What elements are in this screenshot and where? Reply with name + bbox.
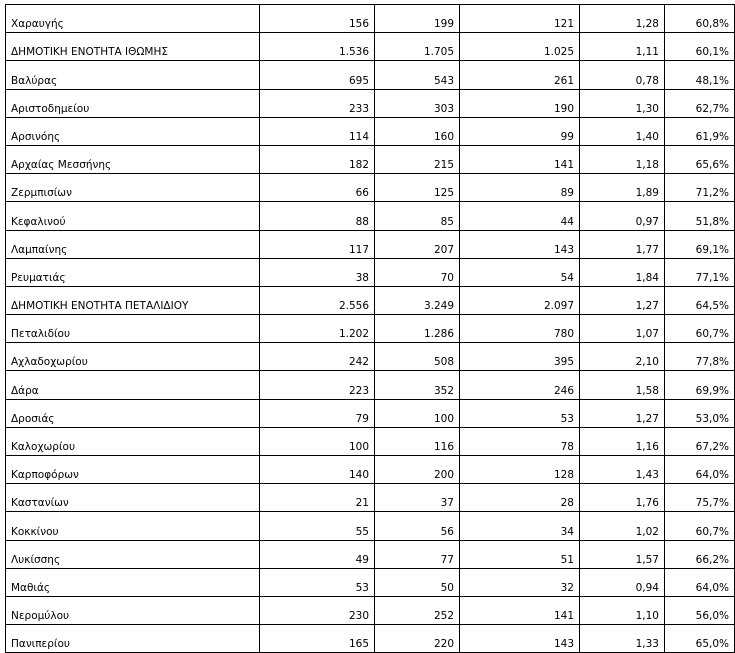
value-cell-c2: 1.705	[375, 33, 460, 61]
value-cell-c1: 79	[260, 399, 375, 427]
row-label-cell: Καστανίων	[6, 484, 260, 512]
value-cell-c4: 1,10	[580, 596, 665, 624]
value-cell-c2: 85	[375, 202, 460, 230]
value-cell-c2: 352	[375, 371, 460, 399]
value-cell-c2: 252	[375, 596, 460, 624]
value-cell-c3: 141	[460, 145, 580, 173]
value-cell-c1: 1.202	[260, 315, 375, 343]
value-cell-c4: 1,18	[580, 145, 665, 173]
row-label-cell: Ρευματιάς	[6, 258, 260, 286]
value-cell-c1: 114	[260, 117, 375, 145]
value-cell-c1: 156	[260, 5, 375, 33]
row-label-cell: Αριστοδημείου	[6, 89, 260, 117]
table-row	[6, 174, 735, 202]
value-cell-c3: 28	[460, 484, 580, 512]
value-cell-c5: 51,8%	[665, 202, 735, 230]
value-cell-c2: 1.286	[375, 315, 460, 343]
value-cell-c1: 88	[260, 202, 375, 230]
value-cell-c5: 56,0%	[665, 596, 735, 624]
value-cell-c1: 140	[260, 456, 375, 484]
row-label-cell: ΔΗΜΟΤΙΚΗ ΕΝΟΤΗΤΑ ΙΘΩΜΗΣ	[6, 33, 260, 61]
value-cell-c4: 1,89	[580, 174, 665, 202]
value-cell-c5: 65,6%	[665, 145, 735, 173]
value-cell-c2: 100	[375, 399, 460, 427]
value-cell-c4: 1,43	[580, 456, 665, 484]
value-cell-c4: 0,97	[580, 202, 665, 230]
row-label-cell: Κοκκίνου	[6, 512, 260, 540]
value-cell-c2: 215	[375, 145, 460, 173]
table-row	[6, 315, 735, 343]
value-cell-c3: 121	[460, 5, 580, 33]
table-row	[6, 427, 735, 455]
table-row	[6, 5, 735, 33]
value-cell-c5: 65,0%	[665, 625, 735, 653]
table-row	[6, 625, 735, 653]
value-cell-c2: 207	[375, 230, 460, 258]
value-cell-c2: 56	[375, 512, 460, 540]
value-cell-c5: 75,7%	[665, 484, 735, 512]
value-cell-c4: 2,10	[580, 343, 665, 371]
value-cell-c4: 1,27	[580, 399, 665, 427]
value-cell-c4: 1,11	[580, 33, 665, 61]
table-row	[6, 258, 735, 286]
table-row	[6, 230, 735, 258]
row-label-cell: Μαθιάς	[6, 568, 260, 596]
row-label-cell: Κεφαλινού	[6, 202, 260, 230]
value-cell-c3: 246	[460, 371, 580, 399]
value-cell-c1: 242	[260, 343, 375, 371]
table-row	[6, 286, 735, 314]
value-cell-c2: 508	[375, 343, 460, 371]
row-label-cell: Ζερμπισίων	[6, 174, 260, 202]
value-cell-c3: 99	[460, 117, 580, 145]
value-cell-c2: 160	[375, 117, 460, 145]
value-cell-c2: 125	[375, 174, 460, 202]
table-row	[6, 371, 735, 399]
value-cell-c4: 0,94	[580, 568, 665, 596]
value-cell-c3: 51	[460, 540, 580, 568]
value-cell-c5: 64,0%	[665, 568, 735, 596]
value-cell-c3: 780	[460, 315, 580, 343]
row-label-cell: Νερομύλου	[6, 596, 260, 624]
row-label-cell: Αρσινόης	[6, 117, 260, 145]
value-cell-c3: 190	[460, 89, 580, 117]
table-row	[6, 33, 735, 61]
value-cell-c4: 1,28	[580, 5, 665, 33]
value-cell-c3: 1.025	[460, 33, 580, 61]
value-cell-c4: 1,77	[580, 230, 665, 258]
value-cell-c1: 233	[260, 89, 375, 117]
value-cell-c1: 695	[260, 61, 375, 89]
row-label-cell: Πανιπερίου	[6, 625, 260, 653]
table-row	[6, 512, 735, 540]
table-row	[6, 596, 735, 624]
row-label-cell: ΔΗΜΟΤΙΚΗ ΕΝΟΤΗΤΑ ΠΕΤΑΛΙΔΙΟΥ	[6, 286, 260, 314]
table-row	[6, 568, 735, 596]
value-cell-c4: 1,57	[580, 540, 665, 568]
value-cell-c2: 303	[375, 89, 460, 117]
value-cell-c5: 60,7%	[665, 512, 735, 540]
value-cell-c4: 1,07	[580, 315, 665, 343]
value-cell-c3: 53	[460, 399, 580, 427]
value-cell-c1: 66	[260, 174, 375, 202]
value-cell-c2: 116	[375, 427, 460, 455]
value-cell-c1: 21	[260, 484, 375, 512]
value-cell-c2: 50	[375, 568, 460, 596]
table-row	[6, 202, 735, 230]
value-cell-c5: 60,7%	[665, 315, 735, 343]
value-cell-c3: 89	[460, 174, 580, 202]
value-cell-c4: 1,58	[580, 371, 665, 399]
row-label-cell: Αχλαδοχωρίου	[6, 343, 260, 371]
row-label-cell: Δάρα	[6, 371, 260, 399]
value-cell-c5: 64,5%	[665, 286, 735, 314]
value-cell-c3: 143	[460, 230, 580, 258]
value-cell-c5: 71,2%	[665, 174, 735, 202]
value-cell-c2: 77	[375, 540, 460, 568]
value-cell-c5: 66,2%	[665, 540, 735, 568]
table-row	[6, 399, 735, 427]
value-cell-c1: 55	[260, 512, 375, 540]
value-cell-c2: 37	[375, 484, 460, 512]
row-label-cell: Αρχαίας Μεσσήνης	[6, 145, 260, 173]
value-cell-c3: 2.097	[460, 286, 580, 314]
table-row	[6, 343, 735, 371]
table-row	[6, 117, 735, 145]
row-label-cell: Χαραυγής	[6, 5, 260, 33]
value-cell-c5: 61,9%	[665, 117, 735, 145]
value-cell-c5: 77,8%	[665, 343, 735, 371]
table-row	[6, 456, 735, 484]
value-cell-c2: 220	[375, 625, 460, 653]
table-row	[6, 61, 735, 89]
value-cell-c3: 128	[460, 456, 580, 484]
value-cell-c2: 199	[375, 5, 460, 33]
table-row	[6, 145, 735, 173]
value-cell-c3: 395	[460, 343, 580, 371]
value-cell-c3: 141	[460, 596, 580, 624]
value-cell-c4: 1,30	[580, 89, 665, 117]
table-row	[6, 89, 735, 117]
value-cell-c5: 69,9%	[665, 371, 735, 399]
value-cell-c4: 1,33	[580, 625, 665, 653]
value-cell-c3: 44	[460, 202, 580, 230]
value-cell-c5: 77,1%	[665, 258, 735, 286]
data-table	[5, 4, 735, 653]
row-label-cell: Καρποφόρων	[6, 456, 260, 484]
value-cell-c1: 49	[260, 540, 375, 568]
value-cell-c1: 182	[260, 145, 375, 173]
row-label-cell: Βαλύρας	[6, 61, 260, 89]
value-cell-c1: 38	[260, 258, 375, 286]
value-cell-c5: 48,1%	[665, 61, 735, 89]
value-cell-c3: 78	[460, 427, 580, 455]
value-cell-c2: 3.249	[375, 286, 460, 314]
row-label-cell: Δροσιάς	[6, 399, 260, 427]
table-body	[6, 5, 735, 653]
value-cell-c1: 165	[260, 625, 375, 653]
value-cell-c4: 1,84	[580, 258, 665, 286]
value-cell-c4: 1,16	[580, 427, 665, 455]
value-cell-c3: 34	[460, 512, 580, 540]
value-cell-c5: 60,8%	[665, 5, 735, 33]
value-cell-c4: 1,02	[580, 512, 665, 540]
row-label-cell: Καλοχωρίου	[6, 427, 260, 455]
value-cell-c3: 261	[460, 61, 580, 89]
value-cell-c4: 1,27	[580, 286, 665, 314]
value-cell-c5: 60,1%	[665, 33, 735, 61]
value-cell-c4: 0,78	[580, 61, 665, 89]
row-label-cell: Λαμπαίνης	[6, 230, 260, 258]
value-cell-c5: 67,2%	[665, 427, 735, 455]
value-cell-c4: 1,76	[580, 484, 665, 512]
value-cell-c5: 53,0%	[665, 399, 735, 427]
value-cell-c1: 100	[260, 427, 375, 455]
value-cell-c3: 54	[460, 258, 580, 286]
value-cell-c1: 230	[260, 596, 375, 624]
value-cell-c1: 1.536	[260, 33, 375, 61]
value-cell-c5: 69,1%	[665, 230, 735, 258]
table-row	[6, 484, 735, 512]
value-cell-c1: 223	[260, 371, 375, 399]
value-cell-c2: 543	[375, 61, 460, 89]
value-cell-c1: 53	[260, 568, 375, 596]
table-row	[6, 540, 735, 568]
value-cell-c1: 117	[260, 230, 375, 258]
row-label-cell: Πεταλιδίου	[6, 315, 260, 343]
value-cell-c3: 32	[460, 568, 580, 596]
value-cell-c3: 143	[460, 625, 580, 653]
value-cell-c4: 1,40	[580, 117, 665, 145]
row-label-cell: Λυκίσσης	[6, 540, 260, 568]
value-cell-c5: 64,0%	[665, 456, 735, 484]
value-cell-c2: 70	[375, 258, 460, 286]
value-cell-c1: 2.556	[260, 286, 375, 314]
value-cell-c2: 200	[375, 456, 460, 484]
value-cell-c5: 62,7%	[665, 89, 735, 117]
